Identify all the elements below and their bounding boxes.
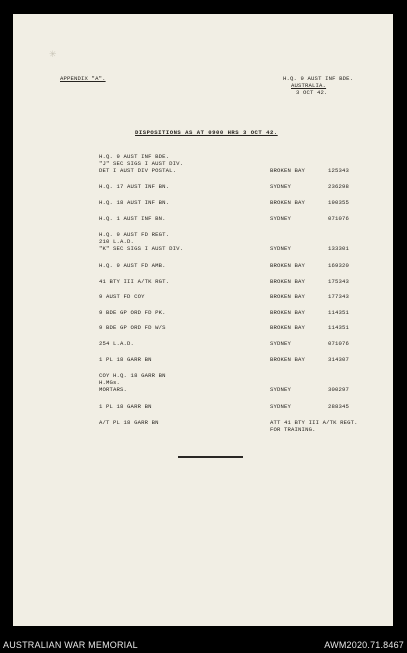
- pencil-mark: ✳: [49, 50, 57, 60]
- table-row: [13, 154, 393, 174]
- unit-line: H.Q. 9 AUST FD AMB.: [99, 262, 166, 269]
- unit-line: H.MGs.: [99, 379, 121, 386]
- unit-line: A/T PL 18 GARR BN: [99, 419, 159, 426]
- location: BROKEN BAY: [270, 293, 306, 300]
- location: SYDNEY: [270, 403, 292, 410]
- map-reference: 314307: [328, 356, 350, 363]
- document-title: DISPOSITIONS AS AT 0900 HRS 3 OCT 42.: [135, 129, 278, 136]
- unit-line: 1 PL 18 GARR BN: [99, 403, 152, 410]
- location: BROKEN BAY: [270, 356, 306, 363]
- footer-accession-number: AWM2020.71.8467: [324, 640, 404, 650]
- hq-heading: H.Q. 9 AUST INF BDE.: [283, 75, 354, 82]
- unit-line: DET I AUST DIV POSTAL.: [99, 167, 177, 174]
- map-reference: 300297: [328, 386, 350, 393]
- location: SYDNEY: [270, 183, 292, 190]
- map-reference: 177343: [328, 293, 350, 300]
- location: SYDNEY: [270, 245, 292, 252]
- unit-line: H.Q. 18 AUST INF BN.: [99, 199, 170, 206]
- map-reference: 071076: [328, 340, 350, 347]
- unit-line: 254 L.A.D.: [99, 340, 135, 347]
- country-heading: AUSTRALIA.: [291, 82, 327, 89]
- table-row: [13, 420, 393, 440]
- location: SYDNEY: [270, 386, 292, 393]
- unit-line: "J" SEC SIGS I AUST DIV.: [99, 160, 184, 167]
- map-reference: 125343: [328, 167, 350, 174]
- unit-line: H.Q. 9 AUST INF BDE.: [99, 153, 170, 160]
- location: BROKEN BAY: [270, 324, 306, 331]
- unit-line: H.Q. 1 AUST INF BN.: [99, 215, 166, 222]
- unit-line: MORTARS.: [99, 386, 128, 393]
- location: BROKEN BAY: [270, 278, 306, 285]
- unit-line: 9 AUST FD COY: [99, 293, 145, 300]
- map-reference: 190355: [328, 199, 350, 206]
- document-page: [13, 14, 393, 626]
- appendix-label: APPENDIX "A".: [60, 75, 106, 82]
- unit-line: 1 PL 18 GARR BN: [99, 356, 152, 363]
- table-row: [13, 373, 393, 393]
- unit-line: 210 L.A.D.: [99, 238, 135, 245]
- location-line: FOR TRAINING.: [270, 426, 316, 433]
- map-reference: 175343: [328, 278, 350, 285]
- unit-line: H.Q. 17 AUST INF BN.: [99, 183, 170, 190]
- map-reference: 071076: [328, 215, 350, 222]
- location: BROKEN BAY: [270, 262, 306, 269]
- unit-line: "K" SEC SIGS I AUST DIV.: [99, 245, 184, 252]
- location: SYDNEY: [270, 215, 292, 222]
- location: BROKEN BAY: [270, 167, 306, 174]
- unit-line: 9 BDE GP ORD FD W/S: [99, 324, 166, 331]
- unit-line: 41 BTY III A/TK RGT.: [99, 278, 170, 285]
- location: BROKEN BAY: [270, 309, 306, 316]
- map-reference: 114351: [328, 309, 350, 316]
- map-reference: 288345: [328, 403, 350, 410]
- unit-line: 9 BDE GP ORD FD PK.: [99, 309, 166, 316]
- map-reference: 236298: [328, 183, 350, 190]
- footer-credit: AUSTRALIAN WAR MEMORIAL: [3, 640, 138, 650]
- location: SYDNEY: [270, 340, 292, 347]
- table-row: [13, 232, 393, 252]
- signature-rule: [178, 456, 243, 458]
- map-reference: 133301: [328, 245, 350, 252]
- location: BROKEN BAY: [270, 199, 306, 206]
- date-heading: 3 OCT 42.: [296, 89, 328, 96]
- map-reference: 169320: [328, 262, 350, 269]
- location-line: ATT 41 BTY III A/TK REGT.: [270, 419, 358, 426]
- unit-line: H.Q. 9 AUST FD REGT.: [99, 231, 170, 238]
- map-reference: 114351: [328, 324, 350, 331]
- unit-line: COY H.Q. 18 GARR BN: [99, 372, 166, 379]
